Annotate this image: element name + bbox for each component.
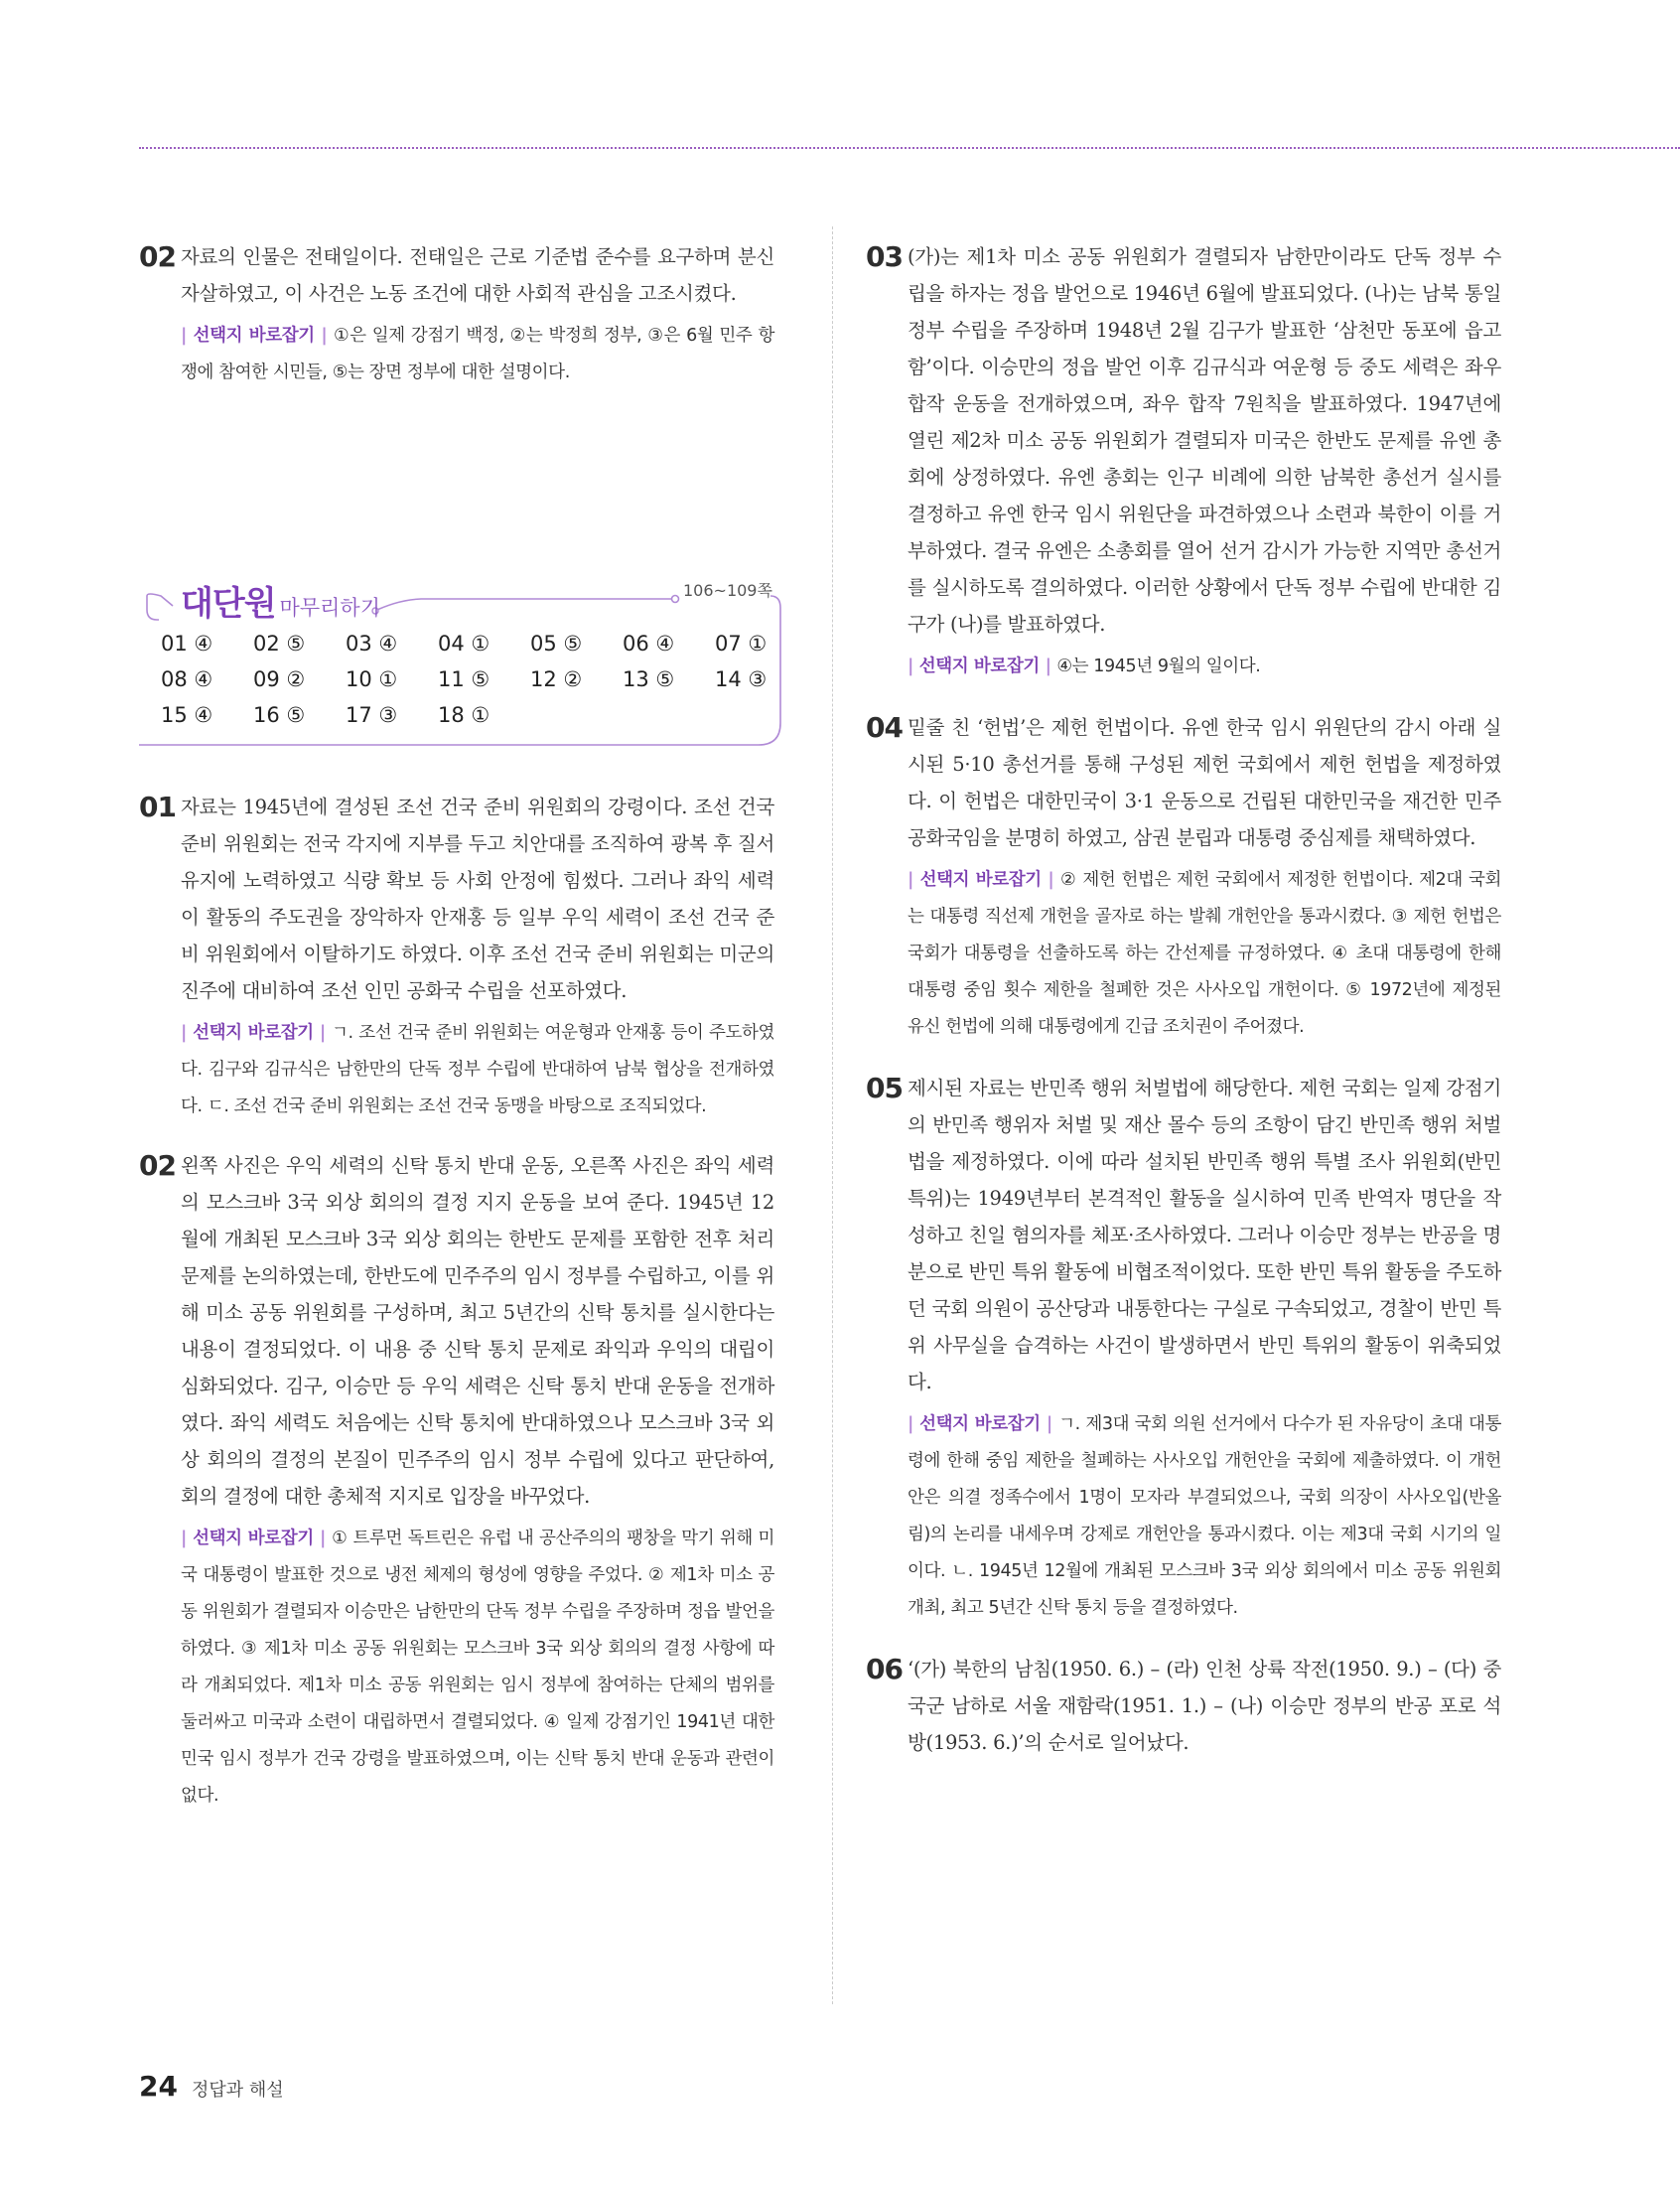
correction-text: ㄱ. 조선 건국 준비 위원회는 여운형과 안재홍 등이 주도하였다. 김구와 김규식은 남한만의 단독 정부 수립에 반대하여 남북 협상을 전개하였다. ㄷ. 조선 건국 준비 위원회는 조선 건국 동맹을 바탕으로 조직되었다. [181, 1023, 774, 1116]
question-number: 04 [866, 711, 903, 744]
answer-02-a [139, 238, 774, 391]
answer-item: 10 ① [346, 667, 398, 691]
answer-row [161, 667, 807, 703]
option-correction: | 선택지 바로잡기 | ② 제헌 헌법은 제헌 국회에서 제정한 헌법이다. 제2대 국회는 대통령 직선제 개헌을 골자로 하는 발췌 개헌안을 통과시켰다. ③ 제헌 헌법은 국회가 대통령을 선출하도록 하는 간선제를 규정하였다. ④ 초대 대통령에 한해 대통령 중임 횟수 제한을 철폐한 것은 사사오입 개헌이다. ⑤ 1972년에 제정된 유신 헌법에 의해 대통령에게 긴급 조치권이 주어졌다. [908, 870, 1501, 1037]
correction-tag: 선택지 바로잡기 [193, 1023, 314, 1043]
option-correction: | 선택지 바로잡기 | ㄱ. 제3대 국회 의원 선거에서 다수가 된 자유당이 초대 대통령에 한해 중임 제한을 철폐하는 사사오입 개헌안을 국회에 제출하였다. 이 개헌안은 의결 정족수에서 1명이 모자라 부결되었으나, 국회 의장이 사사오입(반올림)의 논리를 내세우며 강제로 개헌안을 통과시켰다. 이는 제3대 국회 시기의 일이다. ㄴ. 1945년 12월에 개최된 모스크바 3국 외상 회의에서 미소 공동 위원회 개최, 최고 5년간 신탁 통치 등을 결정하였다. [908, 1414, 1501, 1618]
column-divider [832, 226, 833, 2004]
answer-row [161, 703, 807, 739]
left-column-top [139, 238, 774, 391]
option-correction: | 선택지 바로잡기 | ㄱ. 조선 건국 준비 위원회는 여운형과 안재홍 등이 주도하였다. 김구와 김규식은 남한만의 단독 정부 수립에 반대하여 남북 협상을 전개하였다. ㄷ. 조선 건국 준비 위원회는 조선 건국 동맹을 바탕으로 조직되었다. [181, 1023, 774, 1116]
right-column [866, 238, 1501, 1761]
correction-tag: 선택지 바로잡기 [918, 657, 1040, 676]
answer-item: 17 ③ [346, 703, 398, 727]
option-correction: | 선택지 바로잡기 | ①은 일제 강점기 백정, ②는 박정희 정부, ③은 6월 민주 항쟁에 참여한 시민들, ⑤는 장면 정부에 대한 설명이다. [181, 326, 774, 382]
header-dotted-rule [139, 147, 1680, 149]
answer-04 [866, 709, 1501, 1046]
answer-row [161, 632, 807, 667]
answer-item: 02 ⑤ [253, 632, 306, 656]
explanation-text: 제시된 자료는 반민족 행위 처벌법에 해당한다. 제헌 국회는 일제 강점기의 반민족 행위자 처벌 및 재산 몰수 등의 조항이 담긴 반민족 행위 처벌법을 제정하였다. 이에 따라 설치된 반민족 행위 특별 조사 위원회(반민 특위)는 1949년부터 본격적인 활동을 실시하여 민족 반역자 명단을 작성하고 친일 혐의자를 체포·조사하였다. 그러나 이승만 정부는 반공을 명분으로 반민 특위 활동에 비협조적이었다. 또한 반민 특위 활동을 주도하던 국회 의원이 공산당과 내통한다는 구실로 구속되었고, 경찰이 반민 특위 사무실을 습격하는 사건이 발생하면서 반민 특위의 활동이 위축되었다. [908, 1077, 1501, 1393]
answer-item: 09 ② [253, 667, 306, 691]
answer-item: 15 ④ [161, 703, 213, 727]
question-number: 06 [866, 1653, 903, 1685]
answer-item: 06 ④ [623, 632, 675, 656]
explanation-text: 밑줄 친 ‘헌법’은 제헌 헌법이다. 유엔 한국 임시 위원단의 감시 아래 실시된 5·10 총선거를 통해 구성된 제헌 국회에서 제헌 헌법을 제정하였다. 이 헌법은 대한민국이 3·1 운동으로 건립된 대한민국을 재건한 민주 공화국임을 분명히 하였고, 삼권 분립과 대통령 중심제를 채택하였다. [908, 716, 1501, 849]
page-footer [139, 2070, 284, 2103]
option-correction: | 선택지 바로잡기 | ① 트루먼 독트린은 유럽 내 공산주의의 팽창을 막기 위해 미국 대통령이 발표한 것으로 냉전 체제의 형성에 영향을 주었다. ② 제1차 미소 공동 위원회가 결렬되자 이승만은 남한만의 단독 정부 수립을 주장하며 정읍 발언을 하였다. ③ 제1차 미소 공동 위원회는 모스크바 3국 외상 회의의 결정 사항에 따라 개최되었다. 제1차 미소 공동 위원회는 임시 정부에 참여하는 단체의 범위를 둘러싸고 미국과 소련이 대립하면서 결렬되었다. ④ 일제 강점기인 1941년 대한민국 임시 정부가 건국 강령을 발표하였으며, 이는 신탁 통치 반대 운동과 관련이 없다. [181, 1529, 774, 1806]
summary-title-main: 대단원 [181, 584, 276, 624]
correction-tag: 선택지 바로잡기 [193, 1529, 314, 1548]
question-number: 02 [139, 240, 176, 273]
left-column-bottom [139, 789, 774, 1815]
summary-title [181, 576, 380, 625]
answer-item: 13 ⑤ [623, 667, 675, 691]
answer-item: 01 ④ [161, 632, 213, 656]
answer-item: 14 ③ [715, 667, 768, 691]
correction-text: ② 제헌 헌법은 제헌 국회에서 제정한 헌법이다. 제2대 국회는 대통령 직선제 개헌을 골자로 하는 발췌 개헌안을 통과시켰다. ③ 제헌 헌법은 국회가 대통령을 선출하도록 하는 간선제를 규정하였다. ④ 초대 대통령에 한해 대통령 중임 횟수 제한을 철폐한 것은 사사오입 개헌이다. ⑤ 1972년에 제정된 유신 헌법에 의해 대통령에게 긴급 조치권이 주어졌다. [908, 870, 1501, 1037]
answer-grid [161, 632, 807, 739]
answer-01 [139, 789, 774, 1125]
question-number: 05 [866, 1072, 903, 1104]
correction-text: ④는 1945년 9월의 일이다. [1056, 657, 1261, 676]
answer-item: 07 ① [715, 632, 768, 656]
answer-item: 03 ④ [346, 632, 398, 656]
summary-page-range: 106~109쪽 [683, 581, 772, 600]
explanation-text: 왼쪽 사진은 우익 세력의 신탁 통치 반대 운동, 오른쪽 사진은 좌익 세력의 모스크바 3국 외상 회의의 결정 지지 운동을 보여 준다. 1945년 12월에 개최된 모스크바 3국 외상 회의는 한반도 문제를 포함한 전후 처리 문제를 논의하였는데, 한반도에 민주주의 임시 정부를 수립하고, 이를 위해 미소 공동 위원회를 구성하며, 최고 5년간의 신탁 통치를 실시한다는 내용이 결정되었다. 이 내용 중 신탁 통치 문제로 좌익과 우익의 대립이 심화되었다. 김구, 이승만 등 우익 세력은 신탁 통치 반대 운동을 전개하였다. 좌익 세력도 처음에는 신탁 통치에 반대하였으나 모스크바 3국 외상 회의의 결정의 본질이 민주주의 임시 정부 수립에 있다고 판단하여, 회의 결정에 대한 총체적 지지로 입장을 바꾸었다. [181, 1154, 774, 1508]
question-number: 01 [139, 791, 176, 823]
answer-05 [866, 1070, 1501, 1627]
correction-text: ① 트루먼 독트린은 유럽 내 공산주의의 팽창을 막기 위해 미국 대통령이 발표한 것으로 냉전 체제의 형성에 영향을 주었다. ② 제1차 미소 공동 위원회가 결렬되자 이승만은 남한만의 단독 정부 수립을 주장하며 정읍 발언을 하였다. ③ 제1차 미소 공동 위원회는 모스크바 3국 외상 회의의 결정 사항에 따라 개최되었다. 제1차 미소 공동 위원회는 임시 정부에 참여하는 단체의 범위를 둘러싸고 미국과 소련이 대립하면서 결렬되었다. ④ 일제 강점기인 1941년 대한민국 임시 정부가 건국 강령을 발표하였으며, 이는 신탁 통치 반대 운동과 관련이 없다. [181, 1529, 774, 1806]
footer-label: 정답과 해설 [191, 2080, 284, 2101]
explanation-text: 자료는 1945년에 결성된 조선 건국 준비 위원회의 강령이다. 조선 건국 준비 위원회는 전국 각지에 지부를 두고 치안대를 조직하여 광복 후 질서 유지에 노력하였고 식량 확보 등 사회 안정에 힘썼다. 그러나 좌익 세력이 활동의 주도권을 장악하자 안재홍 등 일부 우익 세력이 조선 건국 준비 위원회에서 이탈하기도 하였다. 이후 조선 건국 준비 위원회는 미군의 진주에 대비하여 조선 인민 공화국 수립을 선포하였다. [181, 796, 774, 1002]
answer-03 [866, 238, 1501, 685]
explanation-text: ‘(가) 북한의 남침(1950. 6.) – (라) 인천 상륙 작전(1950. 9.) – (다) 중국군 남하로 서울 재함락(1951. 1.) – (나) 이승만 정부의 반공 포로 석방(1953. 6.)’의 순서로 일어났다. [908, 1658, 1501, 1754]
answer-item: 16 ⑤ [253, 703, 306, 727]
correction-tag: 선택지 바로잡기 [919, 1414, 1041, 1434]
option-correction: | 선택지 바로잡기 | ④는 1945년 9월의 일이다. [908, 657, 1261, 676]
explanation-text: 자료의 인물은 전태일이다. 전태일은 근로 기준법 준수를 요구하며 분신자살하였고, 이 사건은 노동 조건에 대한 사회적 관심을 고조시켰다. [181, 245, 774, 305]
question-number: 03 [866, 240, 903, 273]
correction-tag: 선택지 바로잡기 [919, 870, 1042, 890]
summary-title-sub: 마무리하기 [279, 596, 380, 620]
correction-tag: 선택지 바로잡기 [193, 326, 315, 346]
answer-item: 05 ⑤ [530, 632, 583, 656]
answer-02-b [139, 1147, 774, 1815]
question-number: 02 [139, 1149, 176, 1182]
answer-item: 04 ① [438, 632, 490, 656]
answer-item: 08 ④ [161, 667, 213, 691]
explanation-text: (가)는 제1차 미소 공동 위원회가 결렬되자 남한만이라도 단독 정부 수립을 하자는 정읍 발언으로 1946년 6월에 발표되었다. (나)는 남북 통일 정부 수립을 주장하며 1948년 2월 김구가 발표한 ‘삼천만 동포에 읍고함’이다. 이승만의 정읍 발언 이후 김규식과 여운형 등 중도 세력은 좌우 합작 운동을 전개하였으며, 좌우 합작 7원칙을 발표하였다. 1947년에 열린 제2차 미소 공동 위원회가 결렬되자 미국은 한반도 문제를 유엔 총회에 상정하였다. 유엔 총회는 인구 비례에 의한 남북한 총선거 실시를 결정하고 유엔 한국 임시 위원단을 파견하였으나 소련과 북한이 이를 거부하였다. 결국 유엔은 소총회를 열어 선거 감시가 가능한 지역만 총선거를 실시하도록 결의하였다. 이러한 상황에서 단독 정부 수립에 반대한 김구가 (나)를 발표하였다. [908, 245, 1501, 636]
answer-item: 18 ① [438, 703, 490, 727]
answer-item: 12 ② [530, 667, 583, 691]
answer-item: 11 ⑤ [438, 667, 490, 691]
page-number: 24 [139, 2070, 178, 2103]
correction-text: ㄱ. 제3대 국회 의원 선거에서 다수가 된 자유당이 초대 대통령에 한해 중임 제한을 철폐하는 사사오입 개헌안을 국회에 제출하였다. 이 개헌안은 의결 정족수에서 1명이 모자라 부결되었으나, 국회 의장이 사사오입(반올림)의 논리를 내세우며 강제로 개헌안을 통과시켰다. 이는 제3대 국회 시기의 일이다. ㄴ. 1945년 12월에 개최된 모스크바 3국 외상 회의에서 미소 공동 위원회 개최, 최고 5년간 신탁 통치 등을 결정하였다. [908, 1414, 1501, 1618]
answer-06 [866, 1651, 1501, 1761]
unit-summary-box [139, 574, 784, 755]
correction-text: ①은 일제 강점기 백정, ②는 박정희 정부, ③은 6월 민주 항쟁에 참여한 시민들, ⑤는 장면 정부에 대한 설명이다. [181, 326, 774, 382]
